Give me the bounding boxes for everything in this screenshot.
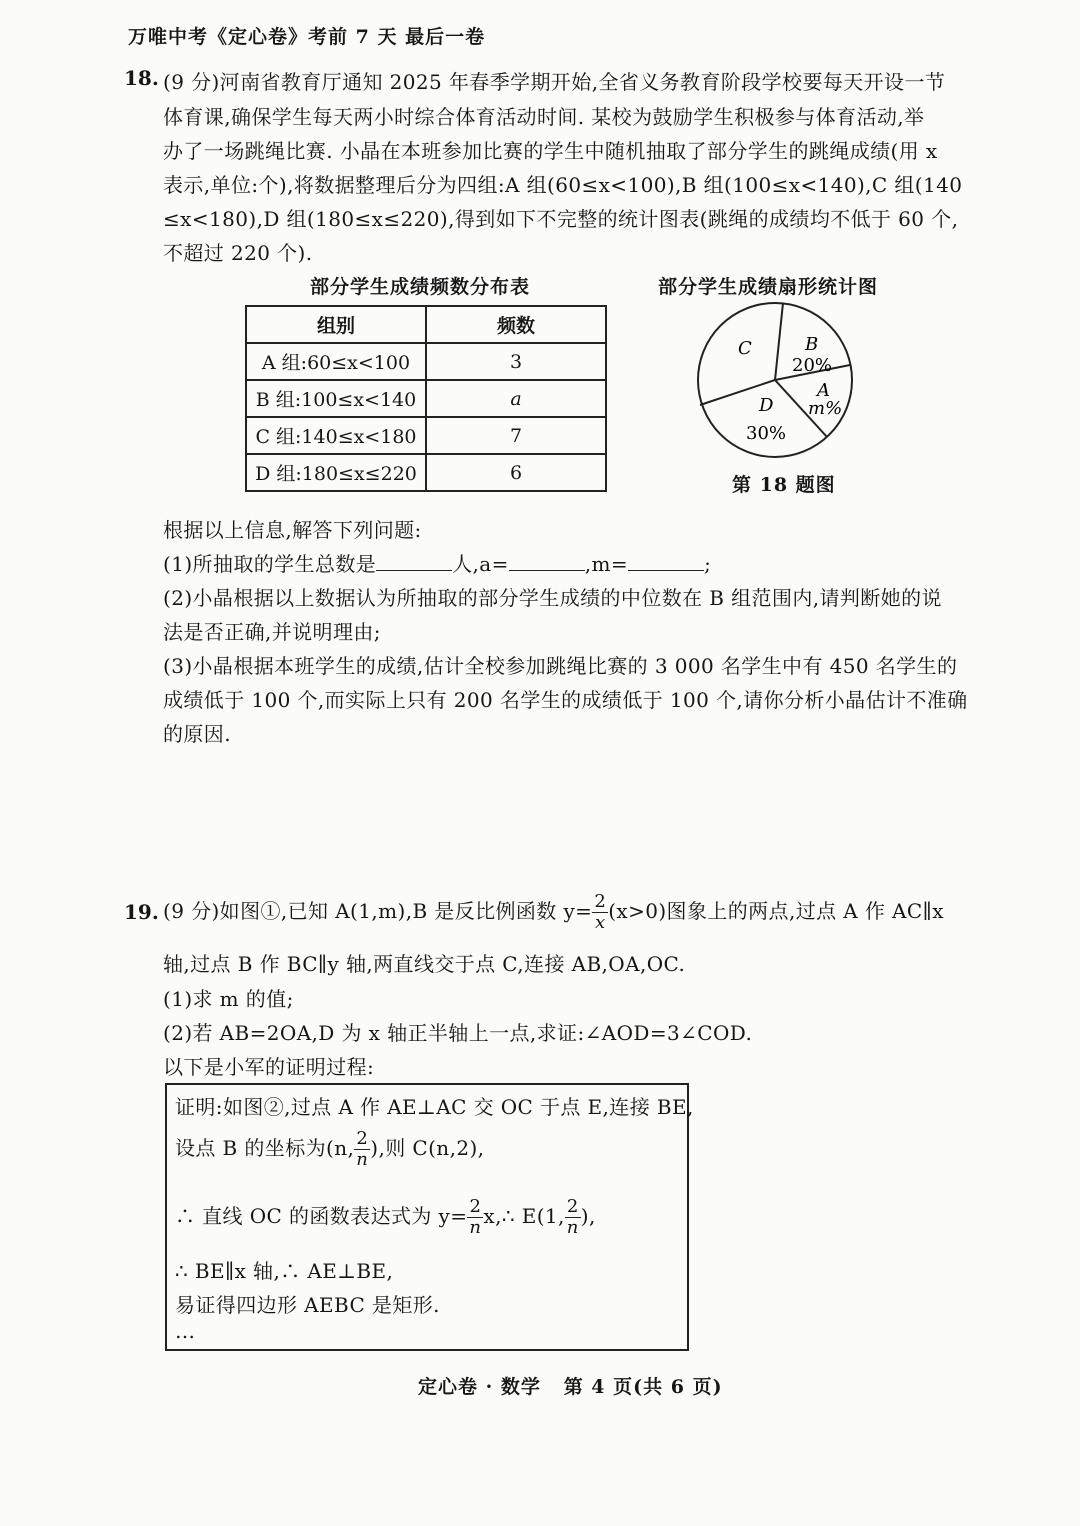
fraction-2-over-n xyxy=(565,1197,581,1238)
table-cell-group: C 组:140≤x<180 xyxy=(246,417,426,454)
table-cell-count: 3 xyxy=(426,343,606,380)
table-cell-count: 6 xyxy=(426,454,606,491)
table-title: 部分学生成绩频数分布表 xyxy=(310,276,531,298)
fraction-numerator: 2 xyxy=(565,1197,581,1218)
pie-pct-d: 30% xyxy=(746,423,787,444)
q19-line-1 xyxy=(163,886,944,936)
proof-line-3-a: ∴ 直线 OC 的函数表达式为 y= xyxy=(175,1204,468,1228)
q19-line-3: (1)求 m 的值; xyxy=(163,987,294,1011)
table-header-group: 组别 xyxy=(246,306,426,343)
proof-line-1: 证明:如图②,过点 A 作 AE⊥AC 交 OC 于点 E,连接 BE, xyxy=(175,1095,694,1119)
page-header: 万唯中考《定心卷》考前 7 天 最后一卷 xyxy=(128,26,486,48)
table-row xyxy=(246,343,606,380)
table-row xyxy=(246,417,606,454)
table-cell-count: 7 xyxy=(426,417,606,454)
fraction-denominator: n xyxy=(469,1217,482,1238)
q18-intro: 根据以上信息,解答下列问题: xyxy=(163,518,422,542)
answer-blank-total[interactable] xyxy=(376,552,452,571)
pie-pct-b: 20% xyxy=(792,355,833,376)
q19-line-2: 轴,过点 B 作 BC∥y 轴,两直线交于点 C,连接 AB,OA,OC. xyxy=(163,952,686,976)
pie-chart xyxy=(690,295,860,465)
proof-line-5: 易证得四边形 AEBC 是矩形. xyxy=(175,1293,440,1317)
table-row xyxy=(246,454,606,491)
q18-number: 18. xyxy=(124,66,159,90)
q18-sub2-line-1: (2)小晶根据以上数据认为所抽取的部分学生成绩的中位数在 B 组范围内,请判断她的说 xyxy=(163,586,942,610)
fraction-numerator: 2 xyxy=(594,891,607,912)
q18-line-3: 办了一场跳绳比赛. 小晶在本班参加比赛的学生中随机抽取了部分学生的跳绳成绩(用 x xyxy=(163,139,938,163)
fraction-numerator: 2 xyxy=(467,1197,483,1218)
q19-line-5: 以下是小军的证明过程: xyxy=(163,1055,375,1079)
q18-line-1: (9 分)河南省教育厅通知 2025 年春季学期开始,全省义务教育阶段学校要每天开设一节 xyxy=(163,70,946,94)
table-cell-group: A 组:60≤x<100 xyxy=(246,343,426,380)
proof-line-3-c: ), xyxy=(580,1204,596,1228)
fraction-denominator: n xyxy=(566,1217,579,1238)
q18-sub1-text-a: (1)所抽取的学生总数是 xyxy=(163,552,377,576)
q18-sub2-line-2: 法是否正确,并说明理由; xyxy=(163,620,381,644)
pie-divider-cb xyxy=(775,303,783,380)
proof-line-3-b: x,∴ E(1, xyxy=(483,1204,565,1228)
page-footer: 定心卷 · 数学 第 4 页(共 6 页) xyxy=(418,1376,723,1398)
proof-line-2-a: 设点 B 的坐标为(n, xyxy=(175,1136,355,1160)
q18-sub3-line-1: (3)小晶根据本班学生的成绩,估计全校参加跳绳比赛的 3 000 名学生中有 450 名学生的 xyxy=(163,654,958,678)
pie-pct-a: m% xyxy=(808,398,843,419)
q18-line-5: ≤x<180),D 组(180≤x≤220),得到如下不完整的统计图表(跳绳的成绩均不低于 60 个, xyxy=(163,207,959,231)
pie-label-b: B xyxy=(805,334,819,355)
q18-sub3-line-2: 成绩低于 100 个,而实际上只有 200 名学生的成绩低于 100 个,请你分析小晶估计不准确 xyxy=(163,688,968,712)
fraction-denominator: n xyxy=(356,1149,369,1170)
q18-sub1-text-c: ,m= xyxy=(584,552,629,576)
proof-line-2 xyxy=(175,1122,484,1174)
q19-line-1-b: (x>0)图象上的两点,过点 A 作 AC∥x xyxy=(608,899,944,923)
answer-blank-a[interactable] xyxy=(509,552,585,571)
table-cell-count: a xyxy=(426,380,606,417)
q19-line-1-a: (9 分)如图①,已知 A(1,m),B 是反比例函数 y= xyxy=(163,899,593,923)
q18-line-4: 表示,单位:个),将数据整理后分为四组:A 组(60≤x<100),B 组(100≤x<140),C 组(140 xyxy=(163,173,963,197)
q18-line-2: 体育课,确保学生每天两小时综合体育活动时间. 某校为鼓励学生积极参与体育活动,举 xyxy=(163,105,925,129)
figure-caption: 第 18 题图 xyxy=(732,474,836,496)
table-cell-group: B 组:100≤x<140 xyxy=(246,380,426,417)
q18-sub1-text-d: ; xyxy=(704,552,712,576)
q18-sub3-line-3: 的原因. xyxy=(163,722,231,746)
fraction-numerator: 2 xyxy=(354,1129,370,1150)
q19-number: 19. xyxy=(124,900,159,924)
frequency-table xyxy=(245,305,607,492)
table-cell-group: D 组:180≤x≤220 xyxy=(246,454,426,491)
proof-line-3 xyxy=(175,1190,596,1242)
fraction-2-over-x xyxy=(592,892,608,933)
proof-line-6: … xyxy=(175,1319,196,1343)
fraction-denominator: x xyxy=(594,912,606,933)
proof-line-2-b: ),则 C(n,2), xyxy=(370,1136,485,1160)
q18-sub1-text-b: 人,a= xyxy=(452,552,509,576)
pie-label-d: D xyxy=(759,395,774,416)
pie-title: 部分学生成绩扇形统计图 xyxy=(658,276,879,298)
q18-sub1 xyxy=(163,548,711,577)
proof-line-4: ∴ BE∥x 轴,∴ AE⊥BE, xyxy=(175,1259,394,1283)
fraction-2-over-n xyxy=(354,1129,370,1170)
table-header-count: 频数 xyxy=(426,306,606,343)
pie-label-c: C xyxy=(738,338,752,359)
q18-line-6: 不超过 220 个). xyxy=(163,241,313,265)
answer-blank-m[interactable] xyxy=(628,552,704,571)
pie-label-a: A xyxy=(817,380,830,401)
table-header-row xyxy=(246,306,606,343)
table-row xyxy=(246,380,606,417)
q19-line-4: (2)若 AB=2OA,D 为 x 轴正半轴上一点,求证:∠AOD=3∠COD. xyxy=(163,1021,753,1045)
fraction-2-over-n xyxy=(467,1197,483,1238)
